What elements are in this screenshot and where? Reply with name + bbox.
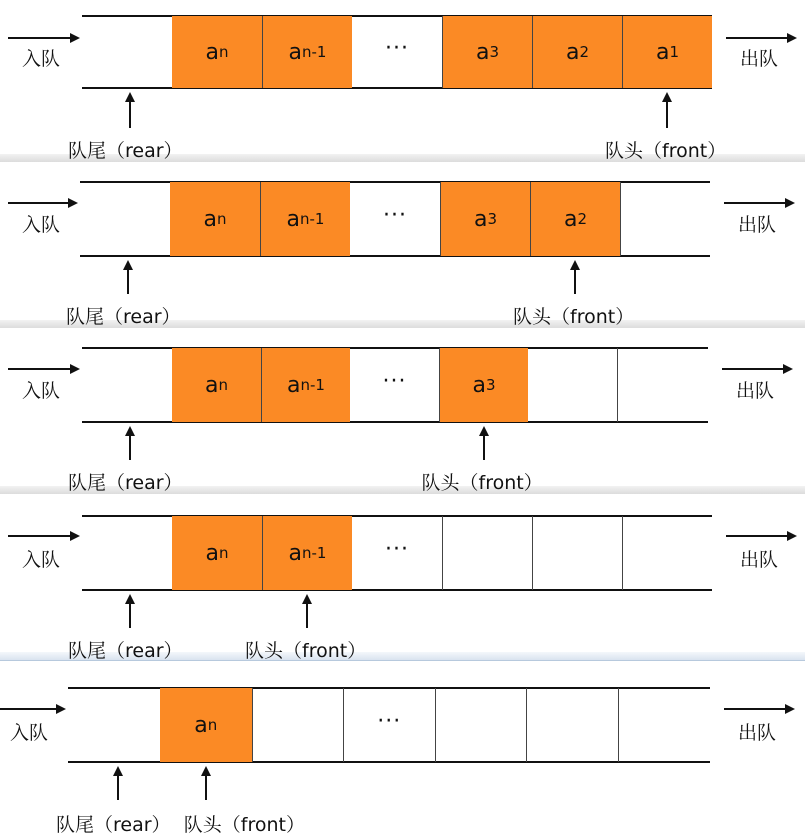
element-label: a xyxy=(194,712,208,738)
queue-cell xyxy=(617,348,706,422)
queue-cell xyxy=(172,16,262,88)
enqueue-arrow-shaft xyxy=(8,202,70,204)
queue-cell xyxy=(260,182,350,256)
dequeue-arrow-head xyxy=(787,531,797,541)
rear-arrow-head xyxy=(125,426,135,436)
front-arrow-shaft xyxy=(306,602,308,628)
enqueue-label: 入队 xyxy=(22,214,61,236)
element-label: a xyxy=(286,206,300,232)
element-subscript: 3 xyxy=(485,376,496,394)
dequeue-arrow-head xyxy=(785,704,795,714)
enqueue-arrow-shaft xyxy=(0,708,58,710)
rear-arrow-shaft xyxy=(129,434,131,460)
element-subscript: 1 xyxy=(669,43,680,61)
queue-cell xyxy=(160,688,252,762)
rear-label: 队尾（rear） xyxy=(68,640,183,662)
rear-arrow-shaft xyxy=(129,100,131,128)
element-label: a xyxy=(288,540,302,566)
front-arrow-head xyxy=(201,766,211,776)
element-subscript: n xyxy=(207,716,218,734)
dequeue-label: 出队 xyxy=(736,380,775,402)
element-label: a xyxy=(203,206,217,232)
rear-arrow-shaft xyxy=(129,602,131,628)
element-subscript: n xyxy=(218,43,229,61)
rear-arrow-head xyxy=(125,92,135,102)
dequeue-arrow-shaft xyxy=(726,37,789,39)
front-arrow-shaft xyxy=(666,100,668,128)
queue-cell xyxy=(622,516,712,590)
enqueue-arrow-shaft xyxy=(8,535,72,537)
front-arrow-head xyxy=(302,594,312,604)
enqueue-label: 入队 xyxy=(22,549,61,571)
rear-label: 队尾（rear） xyxy=(68,472,183,494)
element-subscript: 3 xyxy=(489,43,500,61)
enqueue-arrow-head xyxy=(56,704,66,714)
queue-cell xyxy=(68,688,160,762)
rear-arrow-shaft xyxy=(117,774,119,800)
front-label: 队头（front） xyxy=(183,814,305,836)
queue-cell xyxy=(442,516,532,590)
rear-label: 队尾（rear） xyxy=(66,306,181,328)
queue-cell xyxy=(618,688,710,762)
queue-cell xyxy=(442,16,532,88)
enqueue-arrow-head xyxy=(70,364,80,374)
front-arrow-head xyxy=(570,260,580,270)
dequeue-label: 出队 xyxy=(738,214,777,236)
dequeue-arrow-head xyxy=(783,364,793,374)
queue-cell xyxy=(82,348,172,422)
queue-cell xyxy=(439,348,528,422)
element-label: a xyxy=(287,372,301,398)
queue-cell xyxy=(343,688,435,762)
dequeue-label: 出队 xyxy=(740,48,779,70)
dequeue-label: 出队 xyxy=(740,549,779,571)
rear-label: 队尾（rear） xyxy=(68,140,183,162)
enqueue-arrow-shaft xyxy=(8,37,72,39)
element-label: a xyxy=(473,206,488,232)
element-subscript: n-1 xyxy=(302,544,327,562)
element-subscript: n xyxy=(218,376,228,394)
enqueue-label: 入队 xyxy=(22,380,61,402)
element-label: a xyxy=(655,39,670,65)
element-subscript: 2 xyxy=(577,210,588,228)
front-label: 队头（front） xyxy=(421,472,543,494)
element-subscript: 3 xyxy=(487,210,498,228)
front-label: 队头（front） xyxy=(245,640,367,662)
element-label: a xyxy=(205,540,219,566)
queue-cell xyxy=(350,348,439,422)
element-label: a xyxy=(563,206,578,232)
ellipsis: ··· xyxy=(382,368,407,394)
dequeue-arrow-shaft xyxy=(722,368,785,370)
element-label: a xyxy=(205,39,219,65)
dequeue-arrow-shaft xyxy=(724,708,787,710)
queue-cell xyxy=(350,182,440,256)
rear-arrow-head xyxy=(125,594,135,604)
rear-arrow-head xyxy=(123,260,133,270)
queue-cell xyxy=(530,182,620,256)
queue-cell xyxy=(620,182,710,256)
ellipsis: ··· xyxy=(377,708,402,734)
queue-cell xyxy=(172,348,261,422)
element-label: a xyxy=(565,39,580,65)
front-arrow-head xyxy=(662,92,672,102)
queue-cell xyxy=(82,516,172,590)
queue-cell xyxy=(352,16,442,88)
enqueue-arrow-shaft xyxy=(8,368,72,370)
element-subscript: n-1 xyxy=(300,210,325,228)
ellipsis: ··· xyxy=(385,35,409,61)
element-label: a xyxy=(472,372,486,398)
front-arrow-head xyxy=(479,426,489,436)
queue-cell xyxy=(262,16,352,88)
front-label: 队头（front） xyxy=(605,140,727,162)
queue-cell xyxy=(80,182,170,256)
rear-label: 队尾（rear） xyxy=(56,814,171,836)
rear-arrow-head xyxy=(113,766,123,776)
enqueue-label: 入队 xyxy=(10,722,49,744)
queue-cell xyxy=(352,516,442,590)
queue-cell xyxy=(440,182,530,256)
dequeue-arrow-shaft xyxy=(724,202,787,204)
ellipsis: ··· xyxy=(385,536,409,562)
dequeue-label: 出队 xyxy=(738,722,777,744)
enqueue-arrow-head xyxy=(70,33,80,43)
element-subscript: n-1 xyxy=(300,376,325,394)
queue-cell xyxy=(532,516,622,590)
queue-cell xyxy=(82,16,172,88)
queue-cell xyxy=(262,516,352,590)
dequeue-arrow-shaft xyxy=(726,535,789,537)
front-label: 队头（front） xyxy=(513,306,635,328)
queue-cell xyxy=(528,348,617,422)
element-subscript: n xyxy=(216,210,227,228)
queue-cell xyxy=(170,182,260,256)
enqueue-arrow-head xyxy=(68,198,78,208)
queue-cell xyxy=(172,516,262,590)
queue-cell xyxy=(532,16,622,88)
queue-cell xyxy=(252,688,344,762)
front-arrow-shaft xyxy=(574,268,576,294)
element-label: a xyxy=(288,39,302,65)
front-arrow-shaft xyxy=(483,434,485,460)
element-subscript: n-1 xyxy=(302,43,327,61)
queue-cell xyxy=(526,688,618,762)
dequeue-arrow-head xyxy=(785,198,795,208)
ellipsis: ··· xyxy=(383,202,407,228)
enqueue-arrow-head xyxy=(70,531,80,541)
rear-arrow-shaft xyxy=(127,268,129,294)
element-label: a xyxy=(205,372,219,398)
element-subscript: 2 xyxy=(579,43,590,61)
queue-cell xyxy=(622,16,712,88)
element-label: a xyxy=(475,39,490,65)
queue-cell xyxy=(261,348,350,422)
element-subscript: n xyxy=(218,544,229,562)
queue-cell xyxy=(435,688,527,762)
front-arrow-shaft xyxy=(205,774,207,800)
dequeue-arrow-head xyxy=(787,33,797,43)
enqueue-label: 入队 xyxy=(22,48,61,70)
